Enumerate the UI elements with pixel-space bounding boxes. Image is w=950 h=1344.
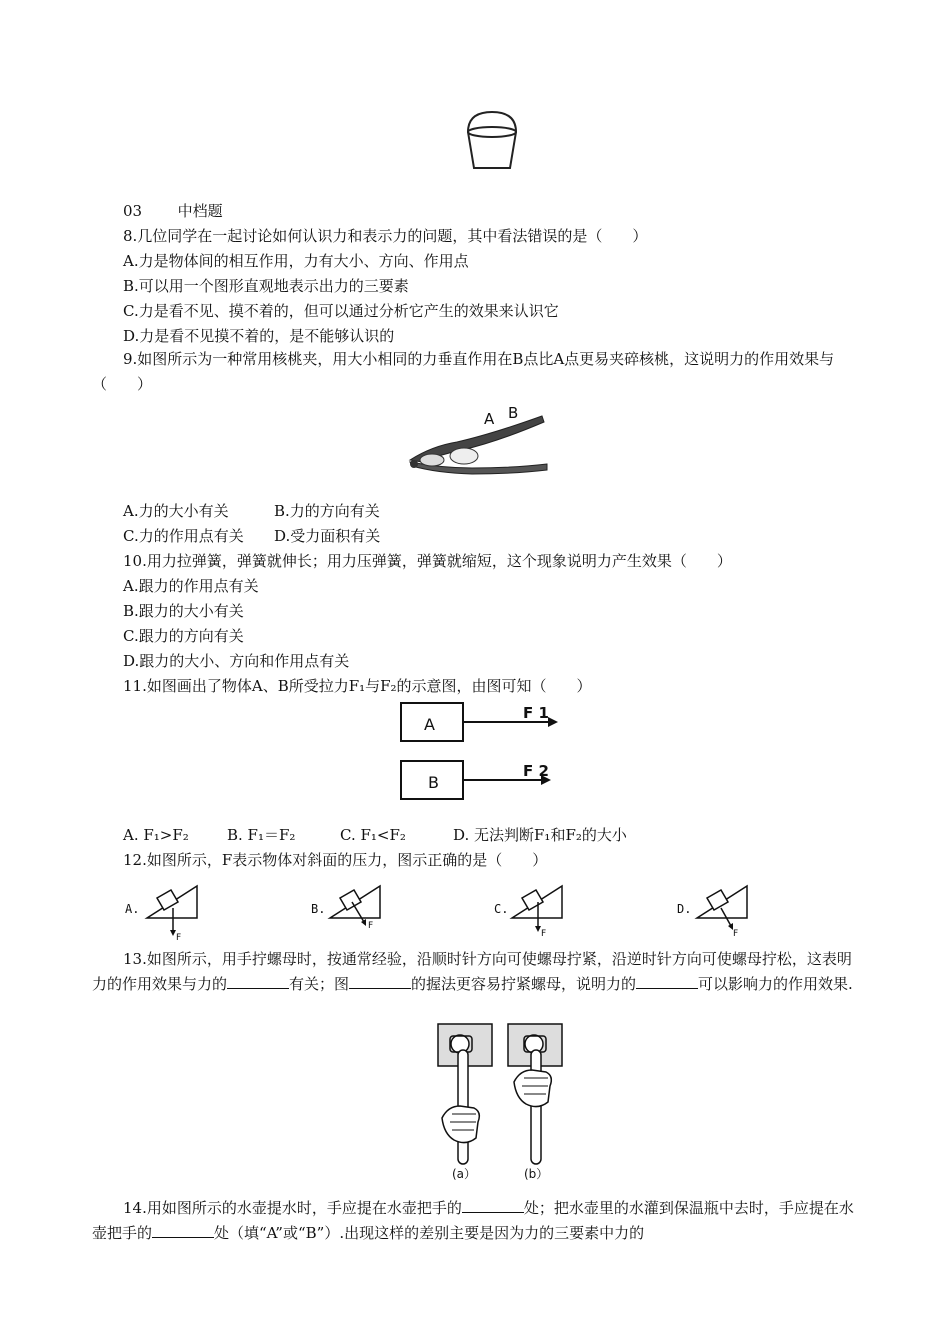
q9-option-a: A.力的大小有关 xyxy=(123,502,229,520)
q8-option-c: C.力是看不见、摸不着的，但可以通过分析它产生的效果来认识它 xyxy=(123,302,559,320)
q12-force-label-b: F xyxy=(368,921,374,931)
q14-text xyxy=(92,1196,860,1246)
q11-option-a: A. F₁>F₂ xyxy=(123,826,189,844)
q12-label-c: C. xyxy=(494,902,509,916)
nutcracker-label-a: A xyxy=(484,410,495,428)
q8-stem: 8.几位同学在一起讨论如何认识力和表示力的问题，其中看法错误的是（ ） xyxy=(123,227,648,245)
section-number: 03 xyxy=(123,202,143,220)
box-a-label: A xyxy=(424,715,435,734)
q13-part1: 13.如图所示，用手拧螺母时，按通常经验，沿顺时针方向可使螺母拧紧，沿逆时针方向可使螺母拧松，这表明力的作用效果与力的 xyxy=(92,950,852,993)
section-header xyxy=(123,201,223,221)
q12-label-a: A. xyxy=(125,902,140,916)
q13-blank-1[interactable] xyxy=(227,974,289,989)
q9-option-c: C.力的作用点有关 xyxy=(123,527,244,545)
q9-stem: 9.如图所示为一种常用核桃夹，用大小相同的力垂直作用在B点比A点更易夹碎核桃，这说明力的作用效果与（ ） xyxy=(92,350,835,393)
force-label-f2: F 2 xyxy=(523,762,549,780)
q9-option-d: D.受力面积有关 xyxy=(274,527,381,545)
q11-option-b: B. F₁＝F₂ xyxy=(227,826,296,844)
incline-figure-c xyxy=(508,876,568,942)
wrench-label-a: (a） xyxy=(452,1167,477,1181)
q8-option-b: B.可以用一个图形直观地表示出力的三要素 xyxy=(123,277,409,295)
box-b-label: B xyxy=(428,773,439,792)
q12-force-label-c: F xyxy=(541,929,547,939)
q12-stem: 12.如图所示，F表示物体对斜面的压力，图示正确的是（ ） xyxy=(123,851,548,869)
q13-part2: 有关；图 xyxy=(289,975,350,993)
q14-part3: 处（填“A”或“B”）.出现这样的差别主要是因为力的三要素中力的 xyxy=(214,1224,645,1242)
wrench-figure xyxy=(436,1022,566,1182)
q8-option-d: D.力是看不见摸不着的，是不能够认识的 xyxy=(123,327,395,345)
q14-part1: 14.用如图所示的水壶提水时，手应提在水壶把手的 xyxy=(123,1199,462,1217)
q10-option-c: C.跟力的方向有关 xyxy=(123,627,244,645)
q14-blank-2[interactable] xyxy=(152,1223,214,1238)
q9-options-row1 xyxy=(123,501,380,521)
q11-stem: 11.如图画出了物体A、B所受拉力F₁与F₂的示意图，由图可知（ ） xyxy=(123,677,592,695)
q13-text xyxy=(92,947,860,997)
q11-option-c: C. F₁<F₂ xyxy=(340,826,406,844)
incline-figure-b xyxy=(326,876,386,942)
q12-force-label-a: F xyxy=(176,933,182,942)
q10-option-a: A.跟力的作用点有关 xyxy=(123,577,259,595)
q9-option-b: B.力的方向有关 xyxy=(274,502,380,520)
q13-part3: 的握法更容易拧紧螺母，说明力的 xyxy=(411,975,637,993)
incline-figure-a xyxy=(143,876,203,942)
q14-part2: 处；把水壶里的水灌到保温瓶中去时，手应提在水壶把手的 xyxy=(92,1199,854,1242)
nutcracker-label-b: B xyxy=(508,404,519,422)
q8-option-a: A.力是物体间的相互作用，力有大小、方向、作用点 xyxy=(123,252,469,270)
q10-option-d: D.跟力的大小、方向和作用点有关 xyxy=(123,652,350,670)
section-title: 中档题 xyxy=(177,202,223,220)
force-label-f1: F 1 xyxy=(523,704,549,722)
q12-label-b: B. xyxy=(311,902,326,916)
nutcracker-figure xyxy=(402,398,552,478)
q14-blank-1[interactable] xyxy=(462,1198,524,1213)
q11-options-row xyxy=(123,825,627,845)
q12-force-label-d: F xyxy=(733,929,739,939)
q10-stem: 10.用力拉弹簧，弹簧就伸长；用力压弹簧，弹簧就缩短，这个现象说明力产生效果（ ） xyxy=(123,552,732,570)
force-diagram-figure xyxy=(398,700,563,808)
q13-blank-2[interactable] xyxy=(349,974,411,989)
q13-part4: 可以影响力的作用效果. xyxy=(698,975,853,993)
bucket-figure xyxy=(462,108,522,174)
q11-option-d: D. 无法判断F₁和F₂的大小 xyxy=(453,826,627,844)
q12-label-d: D. xyxy=(677,902,692,916)
q13-blank-3[interactable] xyxy=(636,974,698,989)
wrench-label-b: (b） xyxy=(524,1167,549,1181)
incline-figure-d xyxy=(693,876,753,942)
q10-option-b: B.跟力的大小有关 xyxy=(123,602,244,620)
q9-options-row2 xyxy=(123,526,380,546)
